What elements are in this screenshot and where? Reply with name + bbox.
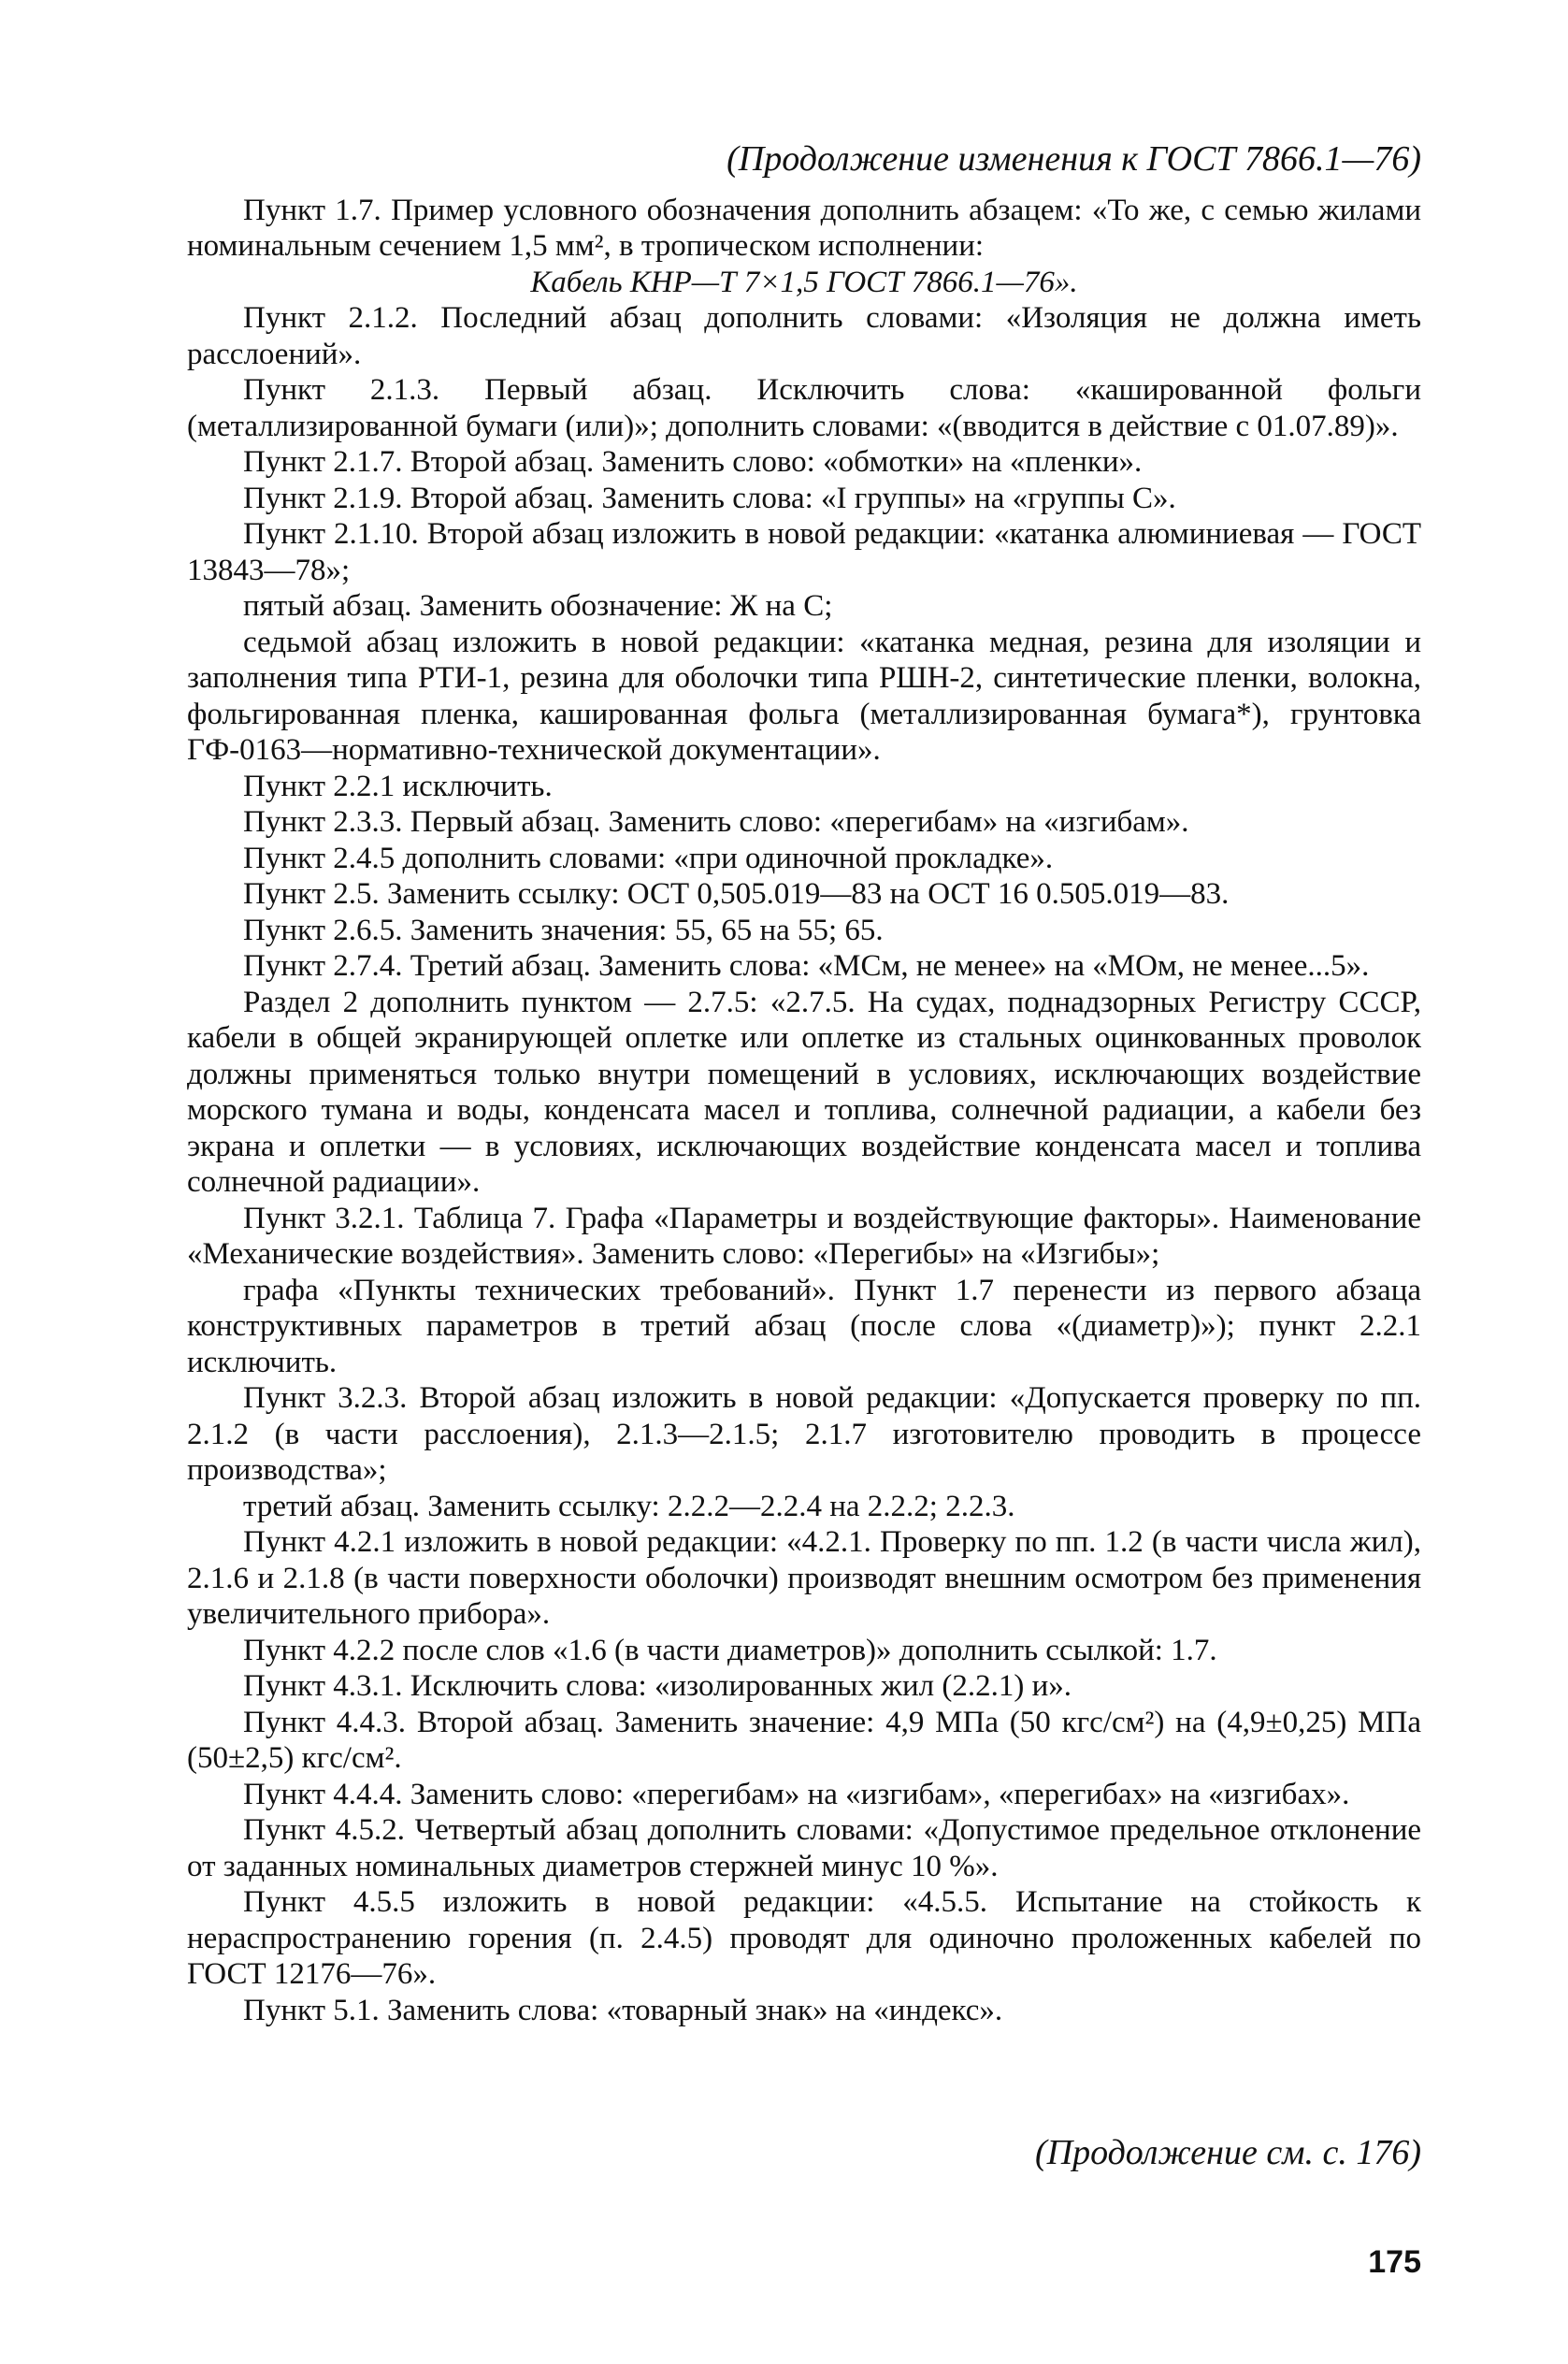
amendment-paragraph: Пункт 2.7.4. Третий абзац. Заменить слова: «МСм, не менее» на «МОм, не менее...5».: [243, 949, 1370, 984]
amendment-paragraph: Пункт 4.4.4. Заменить слово: «перегибам» на «изгибам», «перегибах» на «изгибах».: [243, 1777, 1350, 1811]
page-number: 175: [1368, 2244, 1421, 2280]
amendment-paragraph: Пункт 5.1. Заменить слова: «товарный знак» на «индекс».: [243, 1993, 1003, 2027]
amendment-paragraph: пятый абзац. Заменить обозначение: Ж на С;: [243, 589, 833, 624]
amendment-paragraph: третий абзац. Заменить ссылку: 2.2.2—2.2.4 на 2.2.2; 2.2.3.: [243, 1489, 1015, 1523]
cable-designation: Кабель КНР—Т 7×1,5 ГОСТ 7866.1—76».: [530, 265, 1078, 299]
amendment-paragraph: седьмой абзац изложить в новой редакции: «катанка медная, резина для изоляции и заполнения типа РТИ-1, резина для оболочки типа РШН-2, синтетические пленки, волокна, фольгированная пленка, кашированная фольга (металлизированная бумага*), грунтовка ГФ-0163—нормативно-технической документации».: [187, 625, 1421, 768]
amendment-paragraph: Пункт 4.3.1. Исключить слова: «изолированных жил (2.2.1) и».: [243, 1669, 1072, 1704]
continuation-footer: (Продолжение см. с. 176): [1034, 2133, 1421, 2172]
amendment-paragraph: Пункт 2.1.7. Второй абзац. Заменить слово: «обмотки» на «пленки».: [243, 445, 1143, 480]
amendment-paragraph: Пункт 3.2.1. Таблица 7. Графа «Параметры и воздействующие факторы». Наименование «Механические воздействия». Заменить слово: «Перегибы» на «Изгибы»;: [187, 1201, 1421, 1272]
amendment-paragraph: Пункт 2.1.2. Последний абзац дополнить словами: «Изоляция не должна иметь расслоений».: [187, 301, 1421, 371]
amendment-paragraph: Раздел 2 дополнить пунктом — 2.7.5: «2.7.5. На судах, поднадзорных Регистру СССР, кабели в общей экранирующей оплетке или оплетке из стальных оцинкованных проволок должны применяться только внутри помещений в условиях, исключающих воздействие морского тумана и воды, конденсата масел и топлива, солнечной радиации, а кабели без экрана и оплетки — в условиях, исключающих воздействие конденсата масел и топлива солнечной радиации».: [187, 985, 1421, 1200]
amendment-paragraph: Пункт 1.7. Пример условного обозначения дополнить абзацем: «То же, с семью жилами номинальным сечением 1,5 мм², в тропическом исполнении:: [187, 193, 1421, 264]
amendment-paragraph: Пункт 4.2.1 изложить в новой редакции: «4.2.1. Проверку по пп. 1.2 (в части числа жил), 2.1.6 и 2.1.8 (в части поверхности оболочки) производят внешним осмотром без применения увеличительного прибора».: [187, 1525, 1421, 1632]
amendment-paragraph: Пункт 4.5.5 изложить в новой редакции: «4.5.5. Испытание на стойкость к нераспространению горения (п. 2.4.5) проводят для одиночно проложенных кабелей по ГОСТ 12176—76».: [187, 1885, 1421, 1992]
amendment-paragraph: Пункт 2.4.5 дополнить словами: «при одиночной прокладке».: [243, 841, 1054, 875]
amendment-paragraph: Пункт 2.6.5. Заменить значения: 55, 65 на 55; 65.: [243, 913, 884, 947]
document-body: [187, 193, 1421, 2029]
amendment-paragraph: Пункт 4.2.2 после слов «1.6 (в части диаметров)» дополнить ссылкой: 1.7.: [243, 1633, 1217, 1667]
amendment-paragraph: Пункт 2.2.1 исключить.: [243, 769, 553, 803]
amendment-paragraph: графа «Пункты технических требований». Пункт 1.7 перенести из первого абзаца конструктивных параметров в третий абзац (после слова «(диаметр)»); пункт 2.2.1 исключить.: [187, 1273, 1421, 1379]
amendment-paragraph: Пункт 4.5.2. Четвертый абзац дополнить словами: «Допустимое предельное отклонение от заданных номинальных диаметров стержней минус 10 %».: [187, 1813, 1421, 1883]
amendment-paragraph: Пункт 4.4.3. Второй абзац. Заменить значение: 4,9 МПа (50 кгс/см²) на (4,9±0,25) МПа (50±2,5) кгс/см².: [187, 1705, 1421, 1776]
amendment-paragraph: Пункт 2.1.9. Второй абзац. Заменить слова: «I группы» на «группы С».: [243, 481, 1176, 515]
amendment-paragraph: Пункт 3.2.3. Второй абзац изложить в новой редакции: «Допускается проверку по пп. 2.1.2 (в части расслоения), 2.1.3—2.1.5; 2.1.7 изготовителю проводить в процессе производства»;: [187, 1381, 1421, 1488]
amendment-paragraph: Пункт 2.3.3. Первый абзац. Заменить слово: «перегибам» на «изгибам».: [243, 805, 1189, 840]
amendment-paragraph: Пункт 2.1.3. Первый абзац. Исключить слова: «кашированной фольги (металлизированной бумаги (или)»; дополнить словами: «(вводится в действие с 01.07.89)».: [187, 373, 1421, 443]
document-page: [187, 140, 1421, 2028]
amendment-paragraph: Пункт 2.1.10. Второй абзац изложить в новой редакции: «катанка алюминиевая — ГОСТ 13843—78»;: [187, 517, 1421, 587]
continuation-header: (Продолжение изменения к ГОСТ 7866.1—76): [726, 139, 1421, 179]
amendment-paragraph: Пункт 2.5. Заменить ссылку: ОСТ 0,505.019—83 на ОСТ 16 0.505.019—83.: [243, 877, 1230, 912]
